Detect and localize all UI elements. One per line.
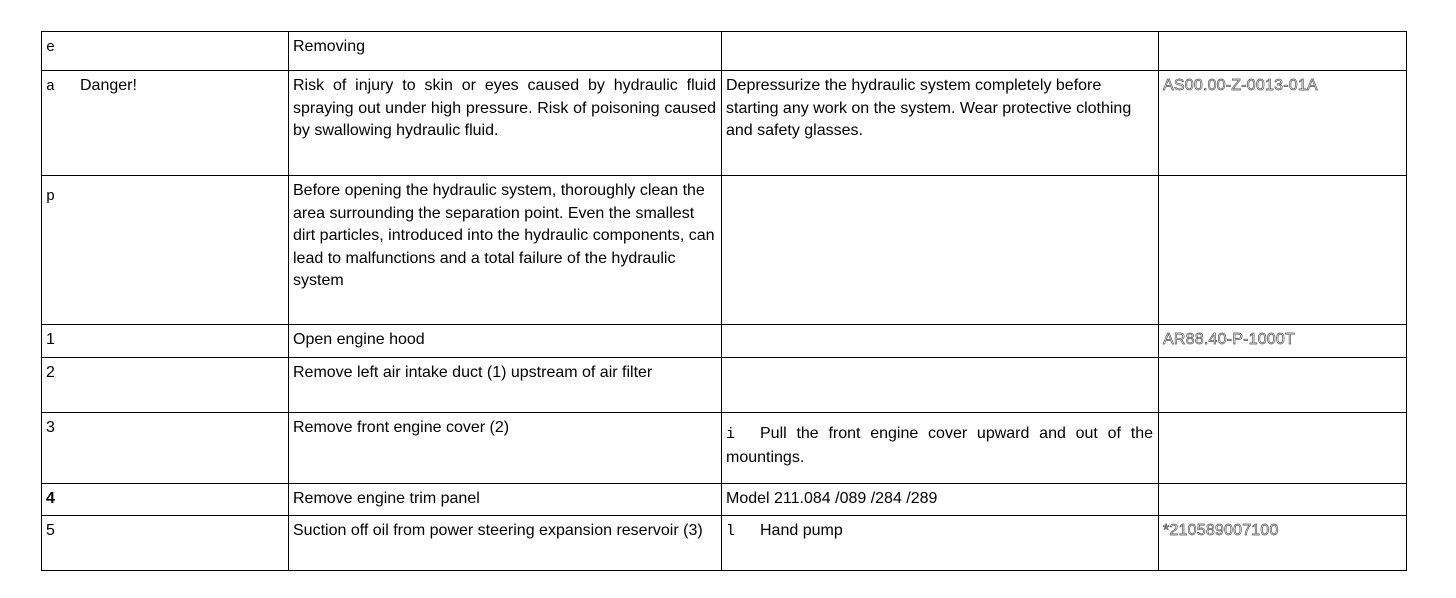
table-row <box>42 358 1407 413</box>
step-cell <box>42 176 289 325</box>
step-cell: 1 <box>42 325 289 358</box>
table-row <box>42 484 1407 516</box>
table-row <box>42 32 1407 71</box>
action-cell: Remove front engine cover (2) <box>289 413 722 484</box>
step-cell: 4 <box>42 484 289 516</box>
action-cell: Open engine hood <box>289 325 722 358</box>
note-cell: Model 211.084 /089 /284 /289 <box>722 484 1159 516</box>
danger-icon: a <box>46 78 56 95</box>
step-cell <box>42 71 289 176</box>
action-cell: Remove left air intake duct (1) upstream of air filter <box>289 358 722 413</box>
step-cell <box>42 32 289 71</box>
note-cell <box>722 358 1159 413</box>
note-cell <box>722 32 1159 71</box>
note-cell: Depressurize the hydraulic system completely before starting any work on the system. Wear protective clothing and safety glasses. <box>722 71 1159 176</box>
danger-label: Danger! <box>80 77 137 94</box>
procedure-table <box>41 31 1407 571</box>
note-cell <box>722 515 1159 570</box>
note-icon: p <box>46 188 56 205</box>
removal-icon: e <box>46 39 56 56</box>
note-cell <box>722 176 1159 325</box>
note-cell <box>722 325 1159 358</box>
step-cell: 3 <box>42 413 289 484</box>
tool-number-link[interactable]: *210589007100 <box>1163 521 1279 539</box>
step-cell: 2 <box>42 358 289 413</box>
tool-icon: l <box>726 522 736 540</box>
tool-text: Hand pump <box>760 521 843 539</box>
action-cell: Suction off oil from power steering expansion reservoir (3) <box>289 515 722 570</box>
table-row <box>42 413 1407 484</box>
action-cell: Remove engine trim panel <box>289 484 722 516</box>
reference-cell <box>1159 325 1407 358</box>
action-cell: Risk of injury to skin or eyes caused by hydraulic fluid spraying out under high pressure. Risk of poisoning caused by swallowing hydraulic fluid. <box>289 71 722 176</box>
info-icon: i <box>726 426 736 443</box>
reference-cell <box>1159 71 1407 176</box>
table-row <box>42 176 1407 325</box>
reference-cell <box>1159 484 1407 516</box>
action-cell: Before opening the hydraulic system, thoroughly clean the area surrounding the separation point. Even the smallest dirt particles, introduced into the hydraulic components, can lead to malfunctions and a total failure of the hydraulic system <box>289 176 722 325</box>
note-cell <box>722 413 1159 484</box>
reference-cell <box>1159 413 1407 484</box>
reference-link[interactable]: AR88.40-P-1000T <box>1163 331 1295 348</box>
action-cell: Removing <box>289 32 722 71</box>
step-cell: 5 <box>42 515 289 570</box>
reference-cell <box>1159 515 1407 570</box>
note-text: Pull the front engine cover upward and out of the mountings. <box>726 425 1153 466</box>
table-row <box>42 515 1407 570</box>
reference-cell <box>1159 176 1407 325</box>
reference-cell <box>1159 358 1407 413</box>
table-row <box>42 325 1407 358</box>
reference-link[interactable]: AS00.00-Z-0013-01A <box>1163 77 1318 94</box>
reference-cell <box>1159 32 1407 71</box>
table-row <box>42 71 1407 176</box>
